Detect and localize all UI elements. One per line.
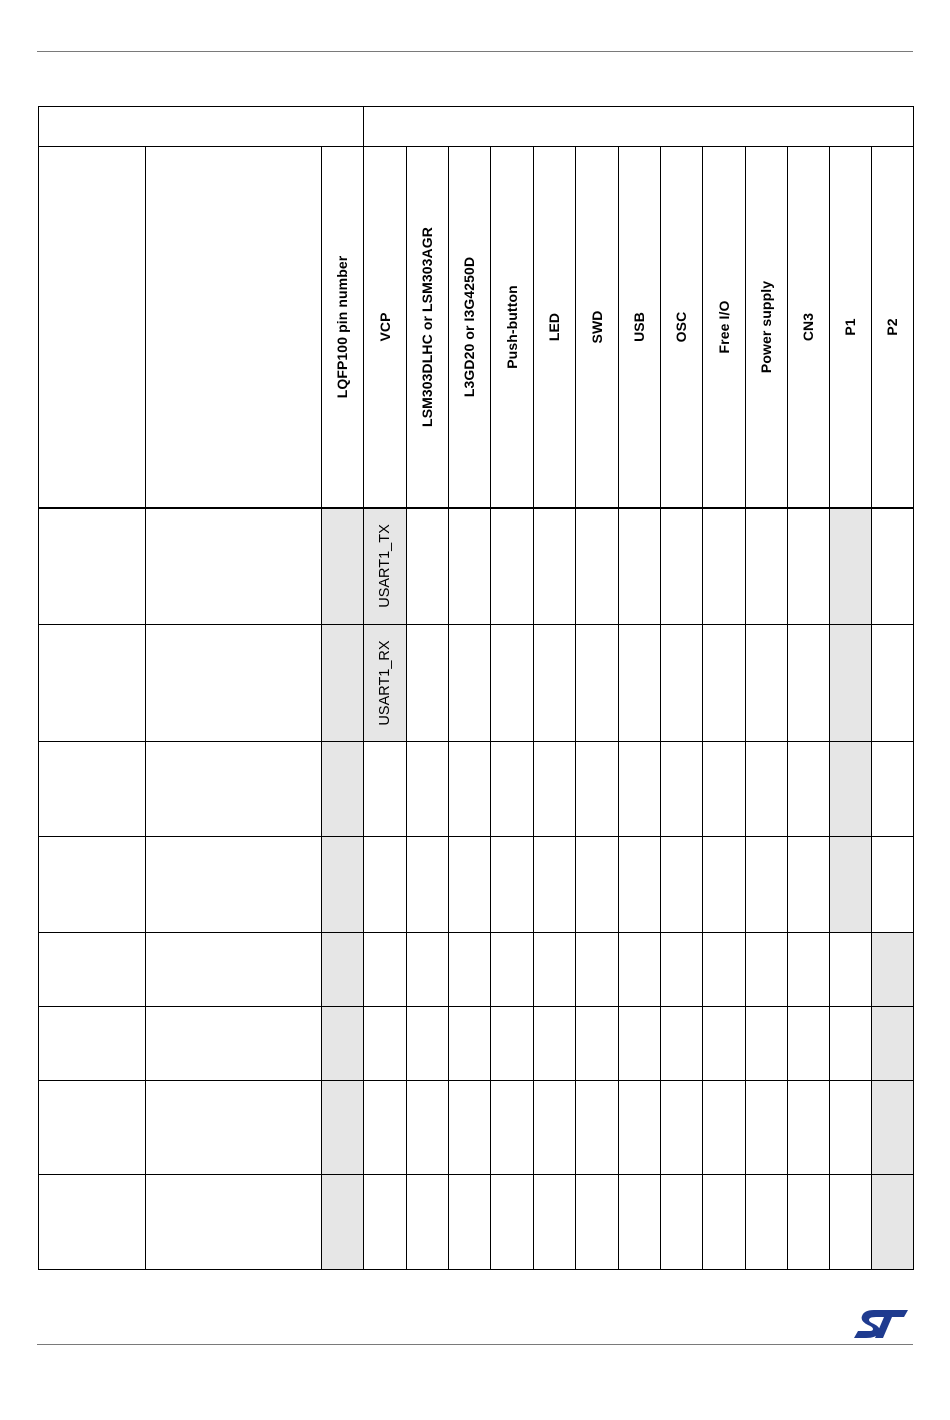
cell-cn3: [787, 932, 829, 1006]
column-divider: [448, 146, 449, 1270]
column-divider: [575, 146, 576, 1270]
column-divider: [660, 146, 661, 1270]
cell-c1: [145, 741, 321, 836]
cell-p2: [871, 508, 913, 624]
cell-c0: [38, 1080, 145, 1174]
cell-swd: [575, 1080, 618, 1174]
cell-vcp: [363, 624, 406, 741]
cell-c0: [38, 932, 145, 1006]
cell-lqfp: [321, 1174, 363, 1269]
cell-vcp: [363, 1080, 406, 1174]
cell-p2: [871, 1174, 913, 1269]
column-divider: [406, 146, 407, 1270]
cell-cn3: [787, 624, 829, 741]
column-header-label: LQFP100 pin number: [334, 255, 350, 399]
cell-push: [490, 1006, 533, 1080]
cell-cn3: [787, 836, 829, 932]
row-divider: [38, 836, 914, 837]
column-divider: [745, 146, 746, 1270]
cell-c1: [145, 836, 321, 932]
cell-vcp: [363, 1174, 406, 1269]
row-divider: [38, 1080, 914, 1081]
cell-led: [533, 624, 575, 741]
cell-osc: [660, 836, 702, 932]
cell-freeio: [702, 624, 745, 741]
cell-p1: [829, 836, 871, 932]
cell-freeio: [702, 932, 745, 1006]
cell-l3g: [448, 1080, 490, 1174]
column-header-label: Power supply: [758, 280, 774, 374]
cell-push: [490, 1174, 533, 1269]
header-c0: [38, 146, 145, 508]
cell-p1: [829, 1080, 871, 1174]
cell-freeio: [702, 741, 745, 836]
cell-l3g: [448, 1006, 490, 1080]
cell-c1: [145, 932, 321, 1006]
header-push: [490, 146, 533, 508]
header-power: [745, 146, 787, 508]
cell-freeio: [702, 836, 745, 932]
cell-p2: [871, 1006, 913, 1080]
cell-c1: [145, 624, 321, 741]
cell-swd: [575, 1174, 618, 1269]
cell-p1: [829, 1006, 871, 1080]
cell-swd: [575, 836, 618, 932]
cell-p2: [871, 1080, 913, 1174]
cell-cn3: [787, 508, 829, 624]
cell-l3g: [448, 932, 490, 1006]
cell-led: [533, 932, 575, 1006]
column-header-label: USB: [631, 312, 647, 342]
header-divider: [38, 146, 914, 147]
cell-osc: [660, 624, 702, 741]
cell-freeio: [702, 508, 745, 624]
cell-push: [490, 741, 533, 836]
cell-usb: [618, 624, 660, 741]
column-header-label: Free I/O: [715, 300, 732, 354]
cell-cn3: [787, 1006, 829, 1080]
column-header-label: VCP: [376, 312, 393, 342]
cell-power: [745, 836, 787, 932]
header-swd: [575, 146, 618, 508]
cell-usb: [618, 1006, 660, 1080]
cell-led: [533, 1080, 575, 1174]
cell-lqfp: [321, 1080, 363, 1174]
column-header-label: L3GD20 or I3G4250D: [461, 256, 477, 398]
column-divider: [829, 146, 830, 1270]
st-logo-icon: [852, 1306, 910, 1342]
column-header-label: P1: [842, 318, 858, 336]
header-p2: [871, 146, 913, 508]
cell-power: [745, 932, 787, 1006]
cell-lqfp: [321, 932, 363, 1006]
cell-led: [533, 836, 575, 932]
cell-p2: [871, 624, 913, 741]
cell-power: [745, 508, 787, 624]
cell-swd: [575, 741, 618, 836]
row-divider: [38, 624, 914, 625]
cell-usb: [618, 932, 660, 1006]
cell-lsm: [406, 1080, 448, 1174]
column-divider: [321, 146, 322, 1270]
column-header-label: SWD: [588, 310, 605, 344]
cell-cn3: [787, 1174, 829, 1269]
cell-push: [490, 508, 533, 624]
header-p1: [829, 146, 871, 508]
cell-c0: [38, 836, 145, 932]
cell-vcp: [363, 741, 406, 836]
table-border-top: [38, 106, 914, 107]
cell-p2: [871, 932, 913, 1006]
column-divider: [871, 146, 872, 1270]
cell-vcp: [363, 932, 406, 1006]
header-cn3: [787, 146, 829, 508]
header-l3g: [448, 146, 490, 508]
cell-l3g: [448, 508, 490, 624]
cell-usb: [618, 741, 660, 836]
column-header-label: OSC: [673, 311, 689, 343]
column-divider: [490, 146, 491, 1270]
cell-osc: [660, 932, 702, 1006]
cell-swd: [575, 1006, 618, 1080]
cell-p2: [871, 741, 913, 836]
cell-c1: [145, 1080, 321, 1174]
cell-cn3: [787, 741, 829, 836]
cell-p1: [829, 508, 871, 624]
cell-osc: [660, 741, 702, 836]
cell-freeio: [702, 1174, 745, 1269]
column-divider: [618, 146, 619, 1270]
row-divider: [38, 1006, 914, 1007]
cell-value: USART1_TX: [376, 524, 393, 608]
cell-lsm: [406, 1174, 448, 1269]
cell-cn3: [787, 1080, 829, 1174]
cell-vcp: [363, 508, 406, 624]
header-bottom-rule: [38, 507, 914, 509]
cell-p1: [829, 741, 871, 836]
cell-usb: [618, 836, 660, 932]
cell-c1: [145, 1006, 321, 1080]
cell-vcp: [363, 1006, 406, 1080]
cell-usb: [618, 508, 660, 624]
cell-p2: [871, 836, 913, 932]
cell-power: [745, 741, 787, 836]
cell-lsm: [406, 1006, 448, 1080]
cell-osc: [660, 1006, 702, 1080]
cell-swd: [575, 624, 618, 741]
header-lsm: [406, 146, 448, 508]
header-vcp: [363, 146, 406, 508]
header-led: [533, 146, 575, 508]
cell-lsm: [406, 508, 448, 624]
cell-p1: [829, 1174, 871, 1269]
cell-lsm: [406, 624, 448, 741]
table-border-right: [913, 106, 914, 1270]
cell-swd: [575, 508, 618, 624]
cell-usb: [618, 1174, 660, 1269]
cell-c0: [38, 741, 145, 836]
cell-led: [533, 741, 575, 836]
column-header-label: Push-button: [503, 285, 520, 369]
cell-lsm: [406, 836, 448, 932]
column-divider: [533, 146, 534, 1270]
cell-power: [745, 1174, 787, 1269]
cell-l3g: [448, 1174, 490, 1269]
cell-freeio: [702, 1006, 745, 1080]
cell-c0: [38, 1174, 145, 1269]
cell-swd: [575, 932, 618, 1006]
column-header-label: P2: [884, 318, 900, 336]
column-divider: [787, 146, 788, 1270]
cell-power: [745, 1080, 787, 1174]
cell-vcp: [363, 836, 406, 932]
cell-lsm: [406, 932, 448, 1006]
row-divider: [38, 741, 914, 742]
table-border-bottom: [38, 1269, 914, 1270]
cell-led: [533, 1174, 575, 1269]
table-border-left: [38, 106, 39, 1270]
cell-osc: [660, 1080, 702, 1174]
cell-c1: [145, 1174, 321, 1269]
cell-lqfp: [321, 836, 363, 932]
header-c1: [145, 146, 321, 508]
cell-lqfp: [321, 741, 363, 836]
cell-lqfp: [321, 624, 363, 741]
cell-l3g: [448, 741, 490, 836]
header-freeio: [702, 146, 745, 508]
cell-push: [490, 1080, 533, 1174]
cell-c0: [38, 1006, 145, 1080]
cell-value: USART1_RX: [376, 639, 393, 726]
cell-c0: [38, 624, 145, 741]
cell-c1: [145, 508, 321, 624]
cell-c0: [38, 508, 145, 624]
cell-push: [490, 624, 533, 741]
header-usb: [618, 146, 660, 508]
cell-l3g: [448, 836, 490, 932]
cell-push: [490, 836, 533, 932]
cell-p1: [829, 932, 871, 1006]
header-lqfp: [321, 146, 363, 508]
cell-power: [745, 1006, 787, 1080]
column-divider: [702, 146, 703, 1270]
cell-lqfp: [321, 1006, 363, 1080]
cell-lqfp: [321, 508, 363, 624]
cell-l3g: [448, 624, 490, 741]
cell-led: [533, 508, 575, 624]
column-header-label: LED: [546, 312, 562, 342]
cell-osc: [660, 508, 702, 624]
header-osc: [660, 146, 702, 508]
column-header-label: CN3: [800, 312, 816, 342]
column-header-label: LSM303DLHC or LSM303AGR: [419, 227, 435, 427]
cell-led: [533, 1006, 575, 1080]
cell-osc: [660, 1174, 702, 1269]
cell-p1: [829, 624, 871, 741]
row-divider: [38, 932, 914, 933]
cell-freeio: [702, 1080, 745, 1174]
cell-lsm: [406, 741, 448, 836]
column-divider: [145, 146, 146, 1270]
cell-power: [745, 624, 787, 741]
row-divider: [38, 1174, 914, 1175]
cell-usb: [618, 1080, 660, 1174]
cell-push: [490, 932, 533, 1006]
group-divider: [363, 106, 364, 1270]
